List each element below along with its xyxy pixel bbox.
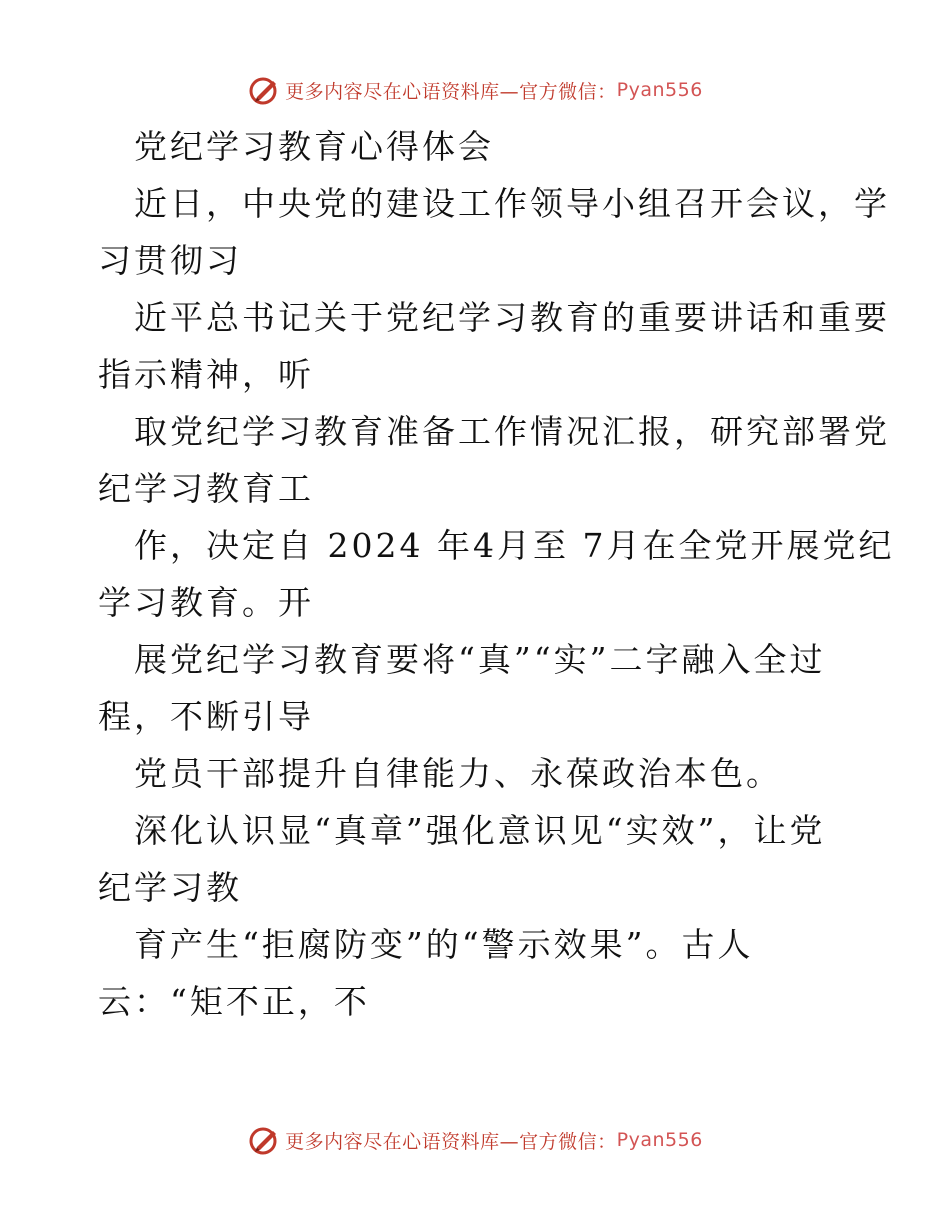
paragraph-line: 展党纪学习教育要将“真”“实”二字融入全过 <box>134 640 826 679</box>
paragraph-line: 取党纪学习教育准备工作情况汇报，研究部署党 <box>134 412 890 451</box>
paragraph-line: 学习教育。开 <box>98 583 314 622</box>
paragraph-line: 近平总书记关于党纪学习教育的重要讲话和重要 <box>134 298 890 337</box>
paragraph-line: 云：“矩不正，不 <box>98 982 370 1021</box>
paragraph-line: 作，决定自 2024 年4月至 7月在全党开展党纪 <box>134 526 895 565</box>
document-body <box>0 118 950 1030</box>
paragraph-line: 深化认识显“真章”强化意识见“实效”，让党 <box>134 811 826 850</box>
doc-title: 党纪学习教育心得体会 <box>134 127 494 166</box>
footer-wechat-id: Pyan556 <box>616 1129 703 1151</box>
footer-banner <box>0 1120 950 1160</box>
paragraph-line: 程，不断引导 <box>98 697 314 736</box>
pen-logo-icon <box>247 1123 281 1157</box>
footer-banner-text: 更多内容尽在心语资料库—官方微信： <box>285 1130 617 1153</box>
pen-logo-icon <box>247 73 281 107</box>
header-wechat-id: Pyan556 <box>616 79 703 101</box>
paragraph-line: 纪学习教育工 <box>98 469 314 508</box>
paragraph-line: 育产生“拒腐防变”的“警示效果”。古人 <box>134 925 754 964</box>
header-banner <box>0 70 950 110</box>
paragraph-line: 近日，中央党的建设工作领导小组召开会议，学 <box>134 184 890 223</box>
paragraph-line: 指示精神，听 <box>98 355 314 394</box>
paragraph-line: 纪学习教 <box>98 868 242 907</box>
paragraph-line: 党员干部提升自律能力、永葆政治本色。 <box>134 754 782 793</box>
paragraph-line: 习贯彻习 <box>98 241 242 280</box>
header-banner-text: 更多内容尽在心语资料库—官方微信： <box>285 80 617 103</box>
